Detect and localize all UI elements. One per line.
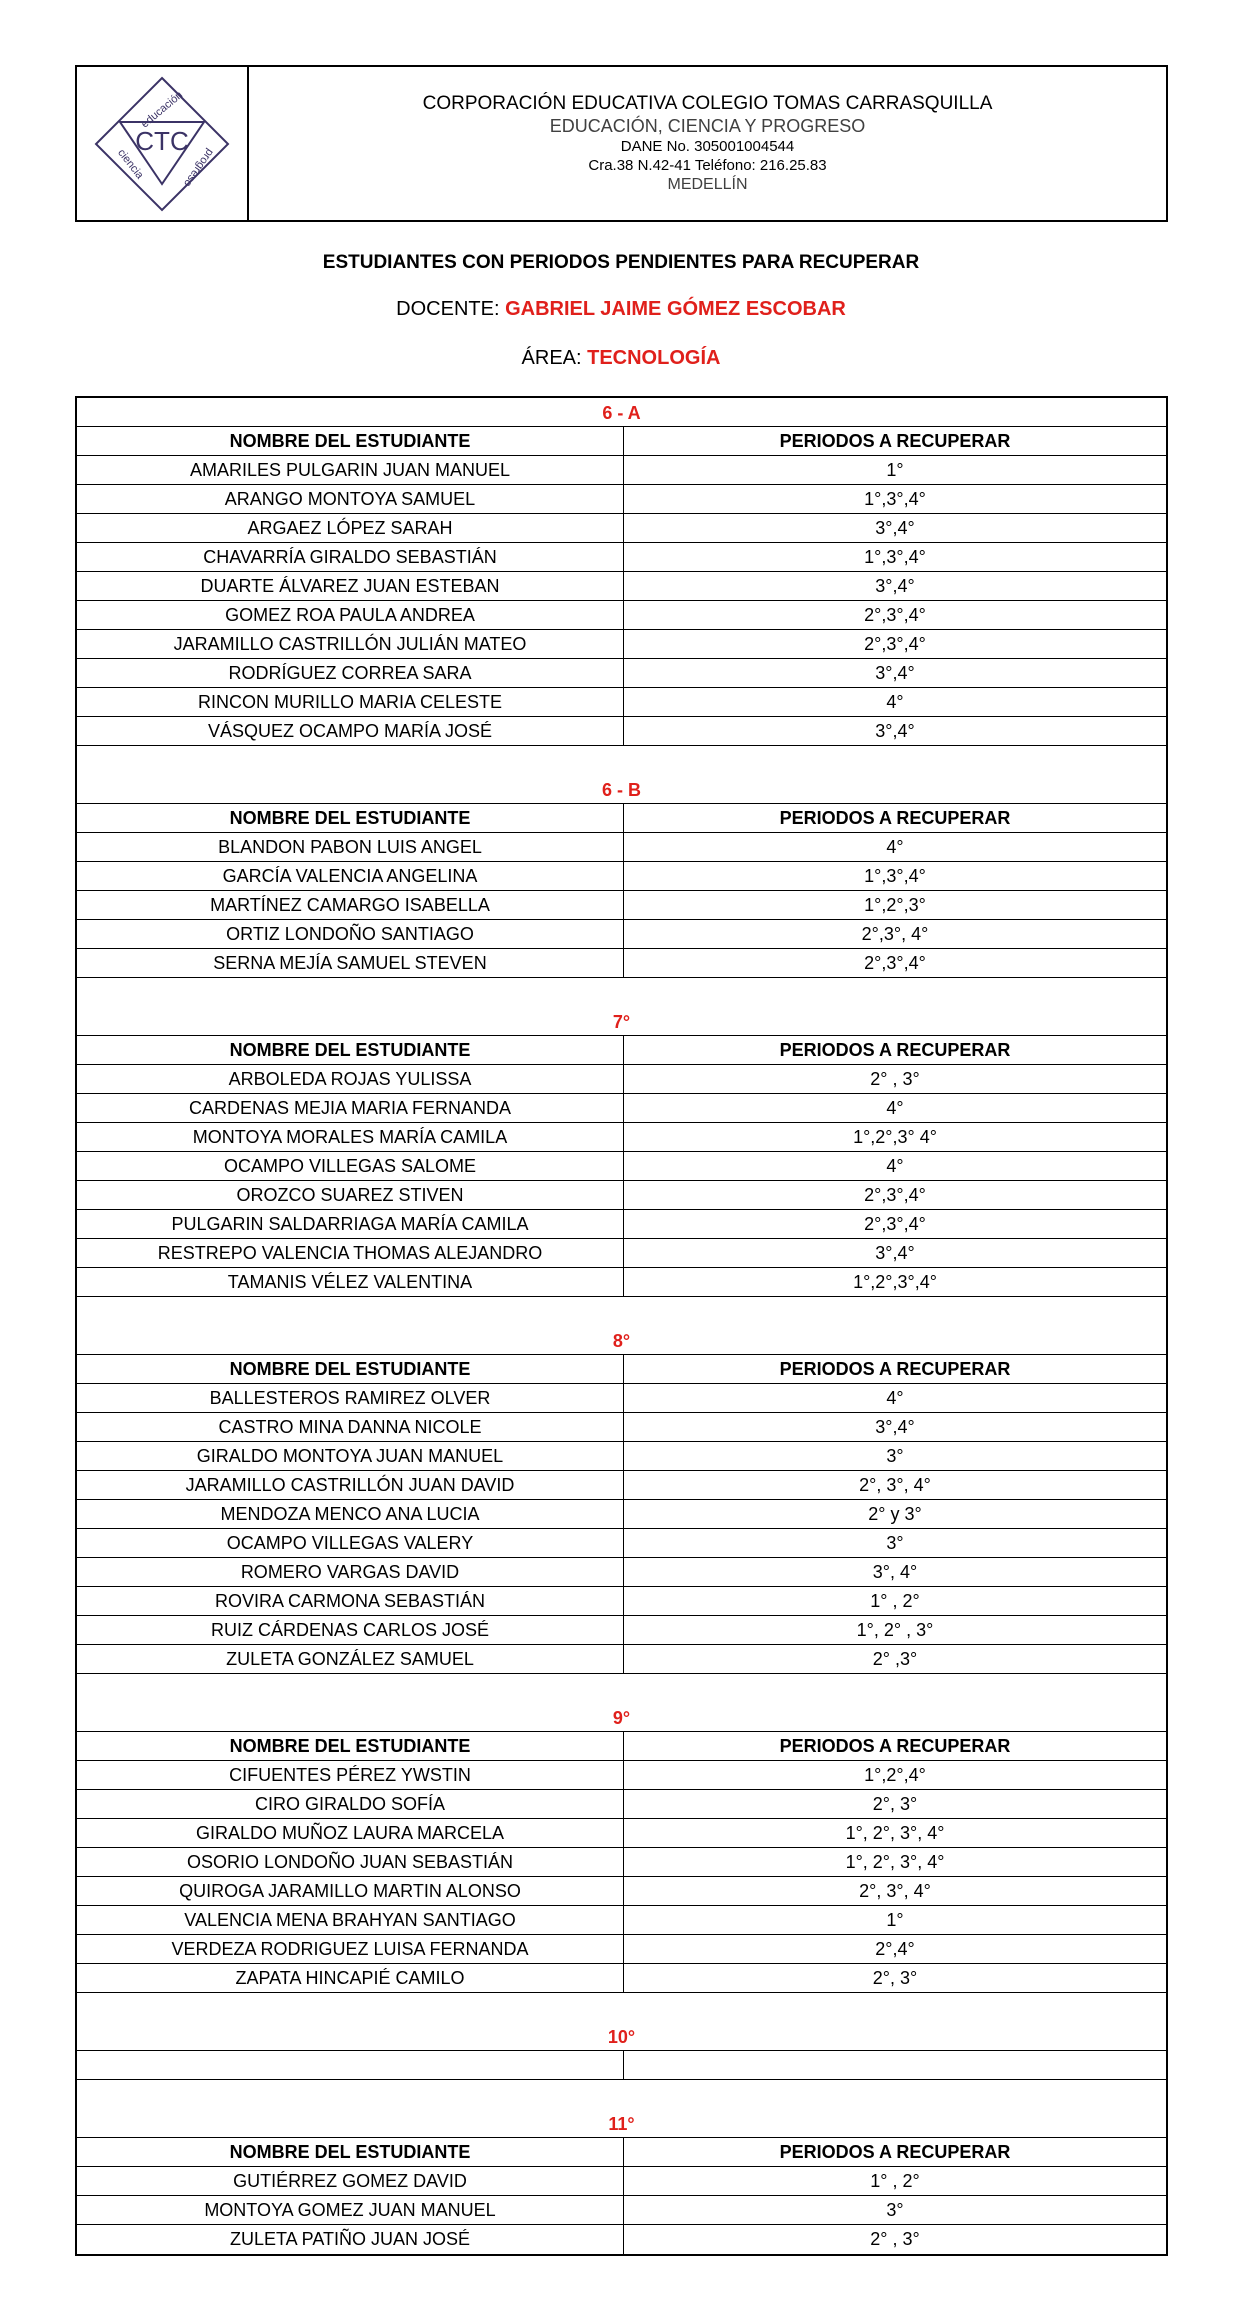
periods-value: 2° y 3° — [868, 1503, 922, 1524]
student-name: ZULETA GONZÁLEZ SAMUEL — [77, 1645, 624, 1673]
grade-heading: 6 - B — [77, 746, 1166, 804]
table-row — [77, 1500, 1166, 1529]
periods-value: 2°, 3°, 4° — [859, 1474, 931, 1495]
periods-value: 3°,4° — [875, 517, 915, 538]
student-name: ZAPATA HINCAPIÉ CAMILO — [77, 1964, 624, 1992]
column-header-periods: PERIODOS A RECUPERAR — [779, 1039, 1011, 1060]
table-row — [77, 1645, 1166, 1674]
area-name: TECNOLOGÍA — [587, 347, 721, 369]
periods-value: 2°, 3°, 4° — [859, 1880, 931, 1901]
area-label: ÁREA: — [521, 347, 588, 369]
student-name: MARTÍNEZ CAMARGO ISABELLA — [77, 891, 624, 919]
periods-value: 3°,4° — [875, 720, 915, 741]
student-name: OROZCO SUAREZ STIVEN — [77, 1181, 624, 1209]
periods-value: 3°,4° — [875, 1242, 915, 1263]
periods-value: 4° — [886, 836, 904, 857]
table-row — [77, 1906, 1166, 1935]
table-row — [77, 1181, 1166, 1210]
school-logo — [77, 67, 249, 220]
periods-value: 2°,3°, 4° — [861, 923, 929, 944]
periods-value: 3°,4° — [875, 662, 915, 683]
column-header-name: NOMBRE DEL ESTUDIANTE — [77, 1732, 624, 1760]
table-row — [77, 543, 1166, 572]
column-header-name: NOMBRE DEL ESTUDIANTE — [77, 2138, 624, 2166]
periods-value: 1° , 2° — [870, 2170, 920, 2191]
periods-value: 1° — [886, 459, 904, 480]
periods-value — [624, 2051, 1166, 2079]
table-row — [77, 630, 1166, 659]
periods-value: 1°,2°,3° 4° — [853, 1126, 937, 1147]
column-header-row — [77, 1355, 1166, 1384]
periods-value: 2°,4° — [875, 1938, 915, 1959]
periods-value: 3°, 4° — [872, 1561, 918, 1582]
student-name: CASTRO MINA DANNA NICOLE — [77, 1413, 624, 1441]
periods-value: 2°, 3° — [872, 1967, 918, 1988]
periods-value: 2°,3°,4° — [864, 952, 926, 973]
table-row — [77, 1964, 1166, 1993]
student-name: DUARTE ÁLVAREZ JUAN ESTEBAN — [77, 572, 624, 600]
table-row — [77, 717, 1166, 746]
periods-value: 2°,3°,4° — [864, 604, 926, 625]
dane-number: DANE No. 305001004544 — [620, 137, 795, 155]
table-row — [77, 862, 1166, 891]
student-name: RODRÍGUEZ CORREA SARA — [77, 659, 624, 687]
periods-value: 3°,4° — [875, 575, 915, 596]
table-row — [77, 1790, 1166, 1819]
student-name: MONTOYA MORALES MARÍA CAMILA — [77, 1123, 624, 1151]
logo-word-left: ciencia — [115, 146, 146, 181]
student-name: SERNA MEJÍA SAMUEL STEVEN — [77, 949, 624, 977]
periods-value: 1°,2°,3° — [864, 894, 926, 915]
periods-value: 4° — [886, 1387, 904, 1408]
periods-value: 2°,3°,4° — [864, 1213, 926, 1234]
student-name: ARGAEZ LÓPEZ SARAH — [77, 514, 624, 542]
student-name: VÁSQUEZ OCAMPO MARÍA JOSÉ — [77, 717, 624, 745]
periods-value: 4° — [886, 691, 904, 712]
student-name: CARDENAS MEJIA MARIA FERNANDA — [77, 1094, 624, 1122]
student-name: CHAVARRÍA GIRALDO SEBASTIÁN — [77, 543, 624, 571]
column-header-periods: PERIODOS A RECUPERAR — [779, 2141, 1011, 2162]
table-row — [77, 833, 1166, 862]
periods-value: 2°,3°,4° — [864, 1184, 926, 1205]
table-row — [77, 572, 1166, 601]
student-name: BLANDON PABON LUIS ANGEL — [77, 833, 624, 861]
periods-value: 2° , 3° — [870, 2229, 920, 2249]
column-header-name: NOMBRE DEL ESTUDIANTE — [77, 427, 624, 455]
column-header-row — [77, 2138, 1166, 2167]
table-row — [77, 1761, 1166, 1790]
periods-value: 3° — [886, 1532, 904, 1553]
column-header-name: NOMBRE DEL ESTUDIANTE — [77, 804, 624, 832]
table-row — [77, 2051, 1166, 2080]
document-title: ESTUDIANTES CON PERIODOS PENDIENTES PARA RECUPERAR — [322, 252, 920, 273]
grade-heading: 9° — [77, 1674, 1166, 1732]
table-row — [77, 1471, 1166, 1500]
column-header-row — [77, 1732, 1166, 1761]
student-name: MENDOZA MENCO ANA LUCIA — [77, 1500, 624, 1528]
grade-heading: 6 - A — [77, 398, 1166, 427]
grade-heading: 7° — [77, 978, 1166, 1036]
column-header-periods: PERIODOS A RECUPERAR — [779, 1735, 1011, 1756]
student-name: PULGARIN SALDARRIAGA MARÍA CAMILA — [77, 1210, 624, 1238]
student-name: QUIROGA JARAMILLO MARTIN ALONSO — [77, 1877, 624, 1905]
periods-value: 1°,2°,4° — [864, 1764, 926, 1785]
student-name: GOMEZ ROA PAULA ANDREA — [77, 601, 624, 629]
periods-value: 1° — [886, 1909, 904, 1930]
periods-value: 1°, 2° , 3° — [856, 1619, 934, 1640]
logo-monogram: CTC — [135, 125, 189, 156]
table-row — [77, 1558, 1166, 1587]
institution-motto: EDUCACIÓN, CIENCIA Y PROGRESO — [549, 116, 866, 137]
periods-value: 1°,2°,3°,4° — [853, 1271, 937, 1292]
student-name: OCAMPO VILLEGAS SALOME — [77, 1152, 624, 1180]
student-name: CIRO GIRALDO SOFÍA — [77, 1790, 624, 1818]
student-name: OSORIO LONDOÑO JUAN SEBASTIÁN — [77, 1848, 624, 1876]
periods-value: 2°, 3° — [872, 1793, 918, 1814]
student-name: RESTREPO VALENCIA THOMAS ALEJANDRO — [77, 1239, 624, 1267]
student-name: VALENCIA MENA BRAHYAN SANTIAGO — [77, 1906, 624, 1934]
student-name: ORTIZ LONDOÑO SANTIAGO — [77, 920, 624, 948]
letterhead — [75, 65, 1168, 222]
table-row — [77, 1877, 1166, 1906]
student-name: GIRALDO MUÑOZ LAURA MARCELA — [77, 1819, 624, 1847]
table-row — [77, 1239, 1166, 1268]
table-row — [77, 920, 1166, 949]
grade-heading: 11° — [77, 2080, 1166, 2138]
logo-word-right: progreso — [181, 145, 216, 189]
column-header-row — [77, 804, 1166, 833]
student-name: ROVIRA CARMONA SEBASTIÁN — [77, 1587, 624, 1615]
periods-value: 3° — [886, 2199, 904, 2220]
table-row — [77, 1587, 1166, 1616]
table-row — [77, 891, 1166, 920]
table-row — [77, 1819, 1166, 1848]
periods-value: 1°,3°,4° — [864, 865, 926, 886]
periods-value: 4° — [886, 1097, 904, 1118]
periods-value: 1°,3°,4° — [864, 546, 926, 567]
table-row — [77, 1384, 1166, 1413]
periods-value: 2°,3°,4° — [864, 633, 926, 654]
table-row — [77, 1152, 1166, 1181]
student-name: OCAMPO VILLEGAS VALERY — [77, 1529, 624, 1557]
student-name — [77, 2051, 624, 2079]
periods-value: 1°,3°,4° — [864, 488, 926, 509]
student-name: GUTIÉRREZ GOMEZ DAVID — [77, 2167, 624, 2195]
periods-value: 1°, 2°, 3°, 4° — [845, 1851, 945, 1872]
student-name: RUIZ CÁRDENAS CARLOS JOSÉ — [77, 1616, 624, 1644]
docente-name: GABRIEL JAIME GÓMEZ ESCOBAR — [505, 298, 846, 320]
student-name: RINCON MURILLO MARIA CELESTE — [77, 688, 624, 716]
table-row — [77, 514, 1166, 543]
grade-heading: 10° — [77, 1993, 1166, 2051]
institution-name: CORPORACIÓN EDUCATIVA COLEGIO TOMAS CARRASQUILLA — [422, 92, 993, 114]
table-row — [77, 949, 1166, 978]
column-header-name: NOMBRE DEL ESTUDIANTE — [77, 1355, 624, 1383]
column-header-periods: PERIODOS A RECUPERAR — [779, 1358, 1011, 1379]
table-row — [77, 1210, 1166, 1239]
table-row — [77, 1268, 1166, 1297]
column-header-periods: PERIODOS A RECUPERAR — [779, 430, 1011, 451]
table-row — [77, 659, 1166, 688]
students-table — [75, 396, 1168, 2256]
student-name: GARCÍA VALENCIA ANGELINA — [77, 862, 624, 890]
student-name: CIFUENTES PÉREZ YWSTIN — [77, 1761, 624, 1789]
table-row — [77, 1529, 1166, 1558]
student-name: JARAMILLO CASTRILLÓN JULIÁN MATEO — [77, 630, 624, 658]
table-row — [77, 1848, 1166, 1877]
logo-word-top: educación — [139, 88, 186, 130]
docente-line — [0, 298, 1242, 321]
periods-value: 2° , 3° — [870, 1068, 920, 1089]
table-row — [77, 1935, 1166, 1964]
periods-value: 2° ,3° — [872, 1648, 918, 1669]
city: MEDELLÍN — [667, 176, 748, 194]
column-header-row — [77, 427, 1166, 456]
table-row — [77, 1094, 1166, 1123]
student-name: ARANGO MONTOYA SAMUEL — [77, 485, 624, 513]
student-name: BALLESTEROS RAMIREZ OLVER — [77, 1384, 624, 1412]
student-name: ZULETA PATIÑO JUAN JOSÉ — [77, 2225, 624, 2254]
column-header-name: NOMBRE DEL ESTUDIANTE — [77, 1036, 624, 1064]
table-row — [77, 1413, 1166, 1442]
student-name: TAMANIS VÉLEZ VALENTINA — [77, 1268, 624, 1296]
table-row — [77, 1123, 1166, 1152]
table-row — [77, 2196, 1166, 2225]
student-name: MONTOYA GOMEZ JUAN MANUEL — [77, 2196, 624, 2224]
student-name: JARAMILLO CASTRILLÓN JUAN DAVID — [77, 1471, 624, 1499]
table-row — [77, 1065, 1166, 1094]
student-name: GIRALDO MONTOYA JUAN MANUEL — [77, 1442, 624, 1470]
student-name: ROMERO VARGAS DAVID — [77, 1558, 624, 1586]
student-name: VERDEZA RODRIGUEZ LUISA FERNANDA — [77, 1935, 624, 1963]
periods-value: 3°,4° — [875, 1416, 915, 1437]
column-header-periods: PERIODOS A RECUPERAR — [779, 807, 1011, 828]
student-name: ARBOLEDA ROJAS YULISSA — [77, 1065, 624, 1093]
institution-info — [249, 67, 1166, 220]
docente-label: DOCENTE: — [396, 298, 506, 320]
periods-value: 3° — [886, 1445, 904, 1466]
table-row — [77, 601, 1166, 630]
table-row — [77, 1616, 1166, 1645]
address-phone: Cra.38 N.42-41 Teléfono: 216.25.83 — [588, 156, 827, 174]
grade-heading: 8° — [77, 1297, 1166, 1355]
periods-value: 1° , 2° — [870, 1590, 920, 1611]
table-row — [77, 688, 1166, 717]
column-header-row — [77, 1036, 1166, 1065]
table-row — [77, 2225, 1166, 2254]
periods-value: 4° — [886, 1155, 904, 1176]
table-row — [77, 485, 1166, 514]
table-row — [77, 456, 1166, 485]
student-name: AMARILES PULGARIN JUAN MANUEL — [77, 456, 624, 484]
table-row — [77, 1442, 1166, 1471]
area-line — [0, 347, 1242, 370]
table-row — [77, 2167, 1166, 2196]
ctc-logo-icon — [92, 74, 232, 214]
periods-value: 1°, 2°, 3°, 4° — [845, 1822, 945, 1843]
